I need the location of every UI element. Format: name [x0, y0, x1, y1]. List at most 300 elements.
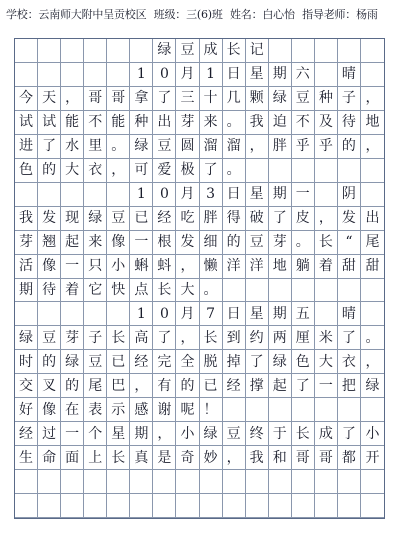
grid-cell: 1 [130, 63, 153, 87]
grid-cell: 五 [292, 302, 315, 326]
grid-cell: 3 [200, 183, 223, 207]
grid-cell [130, 470, 153, 494]
grid-cell: 长 [315, 231, 338, 255]
grid-cell: 三 [176, 87, 199, 111]
grid-cell: 试 [38, 111, 61, 135]
grid-cell [246, 159, 269, 183]
grid-cell: 7 [200, 302, 223, 326]
grid-cell: 待 [38, 279, 61, 303]
grid-cell: 星 [246, 183, 269, 207]
grid-cell: 点 [130, 279, 153, 303]
grid-cell: 巴 [107, 374, 130, 398]
grid-cell [107, 470, 130, 494]
grid-cell: 胖 [269, 135, 292, 159]
grid-cell: 感 [130, 398, 153, 422]
grid-cell: 像 [38, 255, 61, 279]
grid-cell: 像 [38, 398, 61, 422]
grid-cell [84, 494, 107, 518]
grid-cell: 期 [269, 302, 292, 326]
grid-cell: 发 [338, 207, 361, 231]
grid-cell: 于 [269, 422, 292, 446]
grid-cell: 两 [269, 326, 292, 350]
grid-cell: 的 [223, 231, 246, 255]
grid-cell: 胖 [200, 207, 223, 231]
grid-cell: 能 [61, 111, 84, 135]
grid-cell: 我 [15, 207, 38, 231]
grid-cell [84, 39, 107, 63]
grid-cell: 长 [153, 279, 176, 303]
grid-cell: 日 [223, 63, 246, 87]
writing-grid [14, 38, 385, 519]
grid-cell: 的 [176, 374, 199, 398]
grid-cell: 奇 [176, 446, 199, 470]
grid-cell [153, 470, 176, 494]
grid-cell: 。 [361, 326, 384, 350]
grid-cell [361, 398, 384, 422]
grid-cell: 期 [15, 279, 38, 303]
grid-cell: 根 [153, 231, 176, 255]
grid-cell: 。 [200, 279, 223, 303]
grid-cell: 月 [176, 183, 199, 207]
grid-cell: 了 [338, 326, 361, 350]
grid-cell: 长 [200, 326, 223, 350]
grid-cell: 水 [61, 135, 84, 159]
grid-cell: 可 [130, 159, 153, 183]
grid-cell: 蝌 [130, 255, 153, 279]
grid-cell: 的 [338, 135, 361, 159]
grid-cell: 得 [223, 207, 246, 231]
grid-cell: 衣 [84, 159, 107, 183]
grid-cell: 过 [38, 422, 61, 446]
grid-cell [223, 279, 246, 303]
grid-cell: 0 [153, 302, 176, 326]
grid-cell: 谢 [153, 398, 176, 422]
grid-cell: 的 [38, 350, 61, 374]
grid-cell [292, 398, 315, 422]
grid-cell: 了 [200, 159, 223, 183]
grid-cell [84, 470, 107, 494]
grid-cell: 十 [200, 87, 223, 111]
grid-cell: 长 [223, 39, 246, 63]
grid-cell [15, 470, 38, 494]
grid-cell: 开 [361, 446, 384, 470]
grid-cell: 已 [200, 374, 223, 398]
grid-cell: 期 [269, 183, 292, 207]
grid-cell: 洋 [223, 255, 246, 279]
grid-cell: 地 [269, 255, 292, 279]
grid-cell: 生 [15, 446, 38, 470]
grid-cell: 溜 [223, 135, 246, 159]
grid-cell: 芽 [176, 111, 199, 135]
grid-cell [223, 494, 246, 518]
grid-cell: 今 [15, 87, 38, 111]
grid-cell [338, 398, 361, 422]
grid-cell [61, 183, 84, 207]
grid-cell [361, 302, 384, 326]
grid-cell: 蚪 [153, 255, 176, 279]
grid-cell: 米 [315, 326, 338, 350]
grid-cell [292, 279, 315, 303]
grid-cell: 是 [153, 446, 176, 470]
grid-cell [292, 470, 315, 494]
class-field: 班级：三(6)班 [153, 8, 223, 21]
grid-cell [315, 183, 338, 207]
grid-cell: 成 [315, 422, 338, 446]
grid-cell: 尾 [84, 374, 107, 398]
grid-cell: 长 [107, 326, 130, 350]
grid-cell: 大 [61, 159, 84, 183]
grid-cell: 了 [269, 207, 292, 231]
grid-cell: 1 [130, 302, 153, 326]
grid-cell: 溜 [200, 135, 223, 159]
grid-cell: ！ [200, 398, 223, 422]
grid-cell [84, 63, 107, 87]
grid-cell: 六 [292, 63, 315, 87]
grid-cell [315, 494, 338, 518]
grid-cell: 待 [338, 111, 361, 135]
grid-cell: 。 [292, 231, 315, 255]
grid-cell: 一 [315, 374, 338, 398]
grid-cell [292, 39, 315, 63]
grid-cell: 。 [107, 135, 130, 159]
grid-cell: ， [361, 350, 384, 374]
grid-cell: 叉 [38, 374, 61, 398]
grid-cell: 试 [15, 111, 38, 135]
grid-cell [107, 63, 130, 87]
grid-cell: 到 [223, 326, 246, 350]
grid-cell: 甜 [361, 255, 384, 279]
grid-cell: 命 [38, 446, 61, 470]
grid-cell: 期 [130, 422, 153, 446]
grid-cell: 晴 [338, 63, 361, 87]
grid-cell [223, 398, 246, 422]
grid-cell [15, 63, 38, 87]
grid-cell [130, 39, 153, 63]
grid-cell: 只 [84, 255, 107, 279]
grid-cell: ， [223, 446, 246, 470]
grid-cell [246, 398, 269, 422]
grid-cell [38, 63, 61, 87]
grid-cell: 约 [246, 326, 269, 350]
grid-cell [38, 39, 61, 63]
grid-cell [315, 159, 338, 183]
grid-cell: 完 [153, 350, 176, 374]
grid-cell: 种 [315, 87, 338, 111]
grid-cell [61, 494, 84, 518]
grid-cell [361, 494, 384, 518]
grid-cell [269, 494, 292, 518]
grid-cell [246, 279, 269, 303]
grid-cell: 交 [15, 374, 38, 398]
grid-cell [38, 470, 61, 494]
grid-cell [84, 183, 107, 207]
grid-cell: 躺 [292, 255, 315, 279]
grid-cell: 已 [130, 207, 153, 231]
grid-cell: 来 [200, 111, 223, 135]
grid-cell: 把 [338, 374, 361, 398]
grid-cell: 一 [292, 183, 315, 207]
grid-cell [338, 470, 361, 494]
grid-cell: 星 [107, 422, 130, 446]
grid-cell: 活 [15, 255, 38, 279]
grid-cell [15, 183, 38, 207]
grid-cell: “ [338, 231, 361, 255]
grid-cell: 的 [61, 374, 84, 398]
grid-cell: 绿 [61, 350, 84, 374]
grid-cell [292, 159, 315, 183]
grid-cell [361, 39, 384, 63]
grid-cell: 大 [315, 350, 338, 374]
grid-cell: 豆 [176, 39, 199, 63]
grid-cell: 发 [38, 207, 61, 231]
grid-cell: 经 [223, 374, 246, 398]
grid-cell [107, 302, 130, 326]
grid-cell: 哥 [107, 87, 130, 111]
grid-cell: 哥 [84, 87, 107, 111]
grid-cell: 都 [338, 446, 361, 470]
grid-cell [315, 398, 338, 422]
grid-cell: ， [107, 159, 130, 183]
grid-cell [200, 494, 223, 518]
grid-cell [61, 470, 84, 494]
grid-cell: 示 [107, 398, 130, 422]
grid-cell: 它 [84, 279, 107, 303]
grid-cell: 豆 [84, 350, 107, 374]
grid-cell [269, 470, 292, 494]
grid-cell: 绿 [84, 207, 107, 231]
grid-cell: 了 [153, 87, 176, 111]
grid-cell [361, 470, 384, 494]
grid-cell [246, 470, 269, 494]
grid-cell: 子 [338, 87, 361, 111]
grid-cell: 哥 [292, 446, 315, 470]
grid-cell: 日 [223, 183, 246, 207]
grid-cell: 。 [223, 159, 246, 183]
grid-cell: 不 [84, 111, 107, 135]
grid-cell: ， [176, 255, 199, 279]
grid-cell: 的 [38, 159, 61, 183]
grid-cell: 好 [15, 398, 38, 422]
grid-cell: 全 [176, 350, 199, 374]
grid-cell [130, 494, 153, 518]
student-info-header [6, 6, 396, 28]
grid-cell: 1 [130, 183, 153, 207]
grid-cell: 豆 [153, 135, 176, 159]
grid-cell: 一 [130, 231, 153, 255]
grid-cell [15, 494, 38, 518]
grid-cell [315, 279, 338, 303]
grid-cell: 0 [153, 183, 176, 207]
grid-cell: 地 [361, 111, 384, 135]
grid-cell: 一 [61, 255, 84, 279]
grid-cell: 我 [246, 111, 269, 135]
grid-cell: 晴 [338, 302, 361, 326]
grid-cell: 绿 [153, 39, 176, 63]
grid-cell: 高 [130, 326, 153, 350]
grid-cell: 了 [153, 326, 176, 350]
name-field: 姓名：白心怡 [229, 8, 295, 21]
grid-cell: 长 [292, 422, 315, 446]
grid-cell: 色 [15, 159, 38, 183]
grid-cell: 妙 [200, 446, 223, 470]
grid-cell [38, 302, 61, 326]
grid-cell: 经 [130, 350, 153, 374]
grid-cell: 破 [246, 207, 269, 231]
grid-cell: ， [315, 207, 338, 231]
grid-cell [338, 159, 361, 183]
grid-cell: 能 [107, 111, 130, 135]
grid-cell: 面 [61, 446, 84, 470]
grid-cell: 撑 [246, 374, 269, 398]
grid-cell: 里 [84, 135, 107, 159]
grid-cell [107, 494, 130, 518]
grid-cell: 脱 [200, 350, 223, 374]
grid-cell: 豆 [292, 87, 315, 111]
grid-cell: 细 [200, 231, 223, 255]
grid-cell: 上 [84, 446, 107, 470]
grid-cell: 一 [61, 422, 84, 446]
grid-cell [38, 183, 61, 207]
grid-cell: 掉 [223, 350, 246, 374]
grid-cell [61, 63, 84, 87]
grid-cell: 芽 [15, 231, 38, 255]
grid-cell: 个 [84, 422, 107, 446]
grid-cell: 着 [315, 255, 338, 279]
grid-cell [153, 494, 176, 518]
grid-cell [315, 302, 338, 326]
grid-cell [361, 63, 384, 87]
grid-cell: 尾 [361, 231, 384, 255]
grid-cell [200, 470, 223, 494]
grid-cell [61, 39, 84, 63]
grid-cell: 快 [107, 279, 130, 303]
grid-cell: 真 [130, 446, 153, 470]
grid-cell: 绿 [269, 350, 292, 374]
grid-cell: 发 [176, 231, 199, 255]
grid-cell: 记 [246, 39, 269, 63]
grid-cell: 子 [84, 326, 107, 350]
grid-cell: ， [61, 87, 84, 111]
grid-cell: 出 [361, 207, 384, 231]
grid-cell: 成 [200, 39, 223, 63]
grid-cell: 绿 [130, 135, 153, 159]
grid-cell: 经 [153, 207, 176, 231]
grid-cell [292, 494, 315, 518]
grid-cell: 豆 [246, 231, 269, 255]
grid-cell: 豆 [38, 326, 61, 350]
grid-cell [223, 470, 246, 494]
grid-cell: 芽 [269, 231, 292, 255]
grid-cell [246, 494, 269, 518]
grid-cell [38, 494, 61, 518]
grid-cell: 翘 [38, 231, 61, 255]
grid-cell [107, 183, 130, 207]
grid-cell: 绿 [269, 87, 292, 111]
grid-cell: 爱 [153, 159, 176, 183]
grid-cell: 色 [292, 350, 315, 374]
grid-cell: 甜 [338, 255, 361, 279]
grid-cell: 起 [269, 374, 292, 398]
teacher-field: 指导老师：杨雨 [302, 8, 378, 21]
grid-cell: 小 [361, 422, 384, 446]
grid-cell: 拿 [130, 87, 153, 111]
grid-cell [269, 159, 292, 183]
grid-cell: 星 [246, 63, 269, 87]
grid-cell: 绿 [200, 422, 223, 446]
grid-cell: 月 [176, 302, 199, 326]
grid-cell: 进 [15, 135, 38, 159]
grid-cell: 出 [153, 111, 176, 135]
grid-cell [15, 39, 38, 63]
grid-cell: 星 [246, 302, 269, 326]
grid-cell: 了 [38, 135, 61, 159]
grid-cell: 哥 [315, 446, 338, 470]
grid-cell: 皮 [292, 207, 315, 231]
grid-cell: 了 [292, 374, 315, 398]
grid-cell: 来 [84, 231, 107, 255]
grid-cell: 绿 [361, 374, 384, 398]
grid-cell: 和 [269, 446, 292, 470]
grid-cell: 迫 [269, 111, 292, 135]
grid-cell: 绿 [15, 326, 38, 350]
school-field: 学校：云南师大附中呈贡校区 [6, 8, 147, 21]
grid-cell: 日 [223, 302, 246, 326]
grid-cell: 不 [292, 111, 315, 135]
grid-cell: 衣 [338, 350, 361, 374]
grid-cell: 洋 [246, 255, 269, 279]
grid-cell: 0 [153, 63, 176, 87]
grid-cell [338, 494, 361, 518]
grid-cell: 现 [61, 207, 84, 231]
grid-cell: 长 [107, 446, 130, 470]
grid-cell: 豆 [107, 207, 130, 231]
grid-cell: 极 [176, 159, 199, 183]
grid-cell: 在 [61, 398, 84, 422]
grid-cell: 几 [223, 87, 246, 111]
grid-cell: 已 [107, 350, 130, 374]
grid-cell: 终 [246, 422, 269, 446]
grid-cell: 懒 [200, 255, 223, 279]
grid-cell: ， [361, 87, 384, 111]
grid-cell [269, 39, 292, 63]
grid-cell [176, 470, 199, 494]
grid-cell: 月 [176, 63, 199, 87]
grid-cell: 我 [246, 446, 269, 470]
grid-cell: 厘 [292, 326, 315, 350]
grid-cell: 期 [269, 63, 292, 87]
grid-cell: 起 [61, 231, 84, 255]
grid-cell: 像 [107, 231, 130, 255]
grid-cell: 着 [61, 279, 84, 303]
grid-cell [84, 302, 107, 326]
grid-cell: 豆 [223, 422, 246, 446]
grid-cell: 小 [107, 255, 130, 279]
grid-cell: 种 [130, 111, 153, 135]
grid-cell: 。 [223, 111, 246, 135]
grid-cell: 有 [153, 374, 176, 398]
grid-cell: ， [361, 135, 384, 159]
grid-cell [315, 63, 338, 87]
grid-cell: 呢 [176, 398, 199, 422]
grid-cell: 时 [15, 350, 38, 374]
grid-cell: ， [246, 135, 269, 159]
grid-cell: 圆 [176, 135, 199, 159]
grid-cell: 芽 [61, 326, 84, 350]
grid-cell [338, 39, 361, 63]
grid-cell: ， [153, 422, 176, 446]
grid-cell: 了 [246, 350, 269, 374]
grid-cell: 乎 [292, 135, 315, 159]
